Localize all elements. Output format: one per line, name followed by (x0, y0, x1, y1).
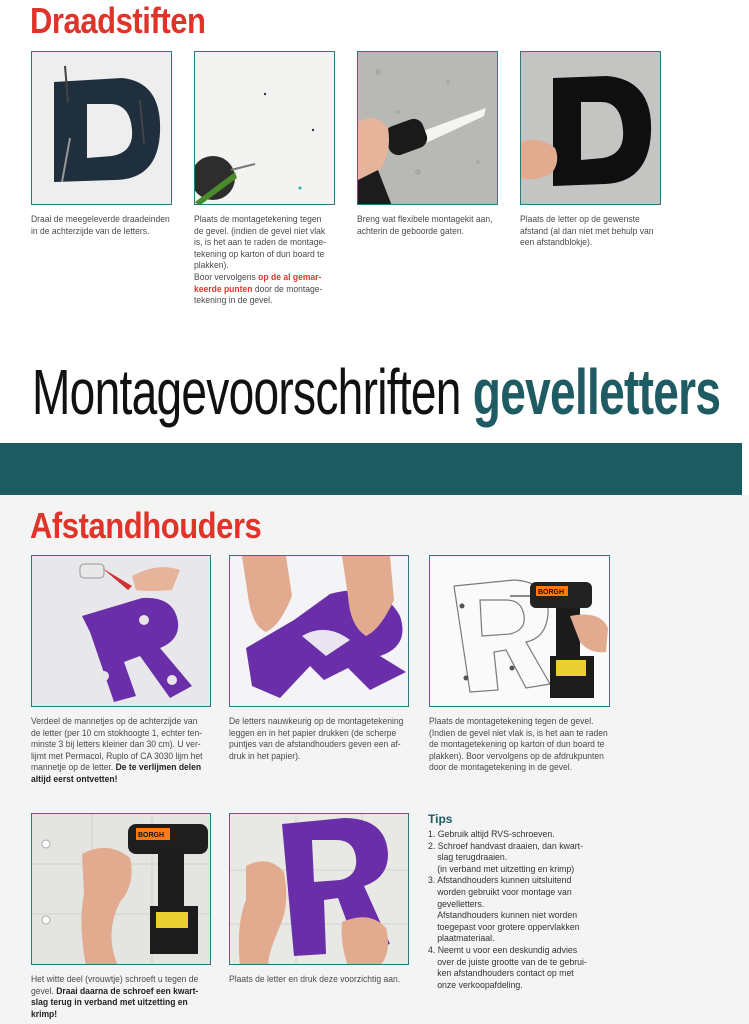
tip-item (428, 841, 626, 876)
caption-spacer-step-1 (31, 716, 203, 786)
photo-applying-kit (357, 51, 498, 205)
caption-step-1 (31, 214, 170, 237)
tips-title: Tips (428, 812, 453, 826)
caption-line: Het witte deel (vrouwtje) schroeft u tegen de (31, 974, 199, 985)
caption-line (31, 986, 198, 998)
photo-screwing-spacer (31, 813, 211, 965)
caption-highlight: keerde punten (194, 283, 253, 295)
caption-line: Draai de meegeleverde draadeinden (31, 214, 170, 225)
caption-line: lijmt met Permacol, Ruplo of CA 3030 lijm het (31, 750, 203, 762)
section-title-afstandhouders: Afstandhouders (30, 505, 262, 546)
caption-spacer-step-5 (229, 974, 400, 986)
tip-line: gevelletters. (437, 898, 485, 910)
tip-line: plaatmateriaal. (437, 933, 495, 945)
caption-line: de gevel. (indien de gevel niet vlak (194, 225, 326, 237)
caption-spacer-step-3 (429, 716, 608, 774)
photo-placing-letter-d (520, 51, 661, 205)
caption-line: puntjes van de afstandhouders geven een af- (229, 739, 401, 751)
teal-divider-band (0, 443, 742, 495)
tip-line: (in verband met uitzetting en krimp) (437, 863, 575, 875)
section-title-draadstiften: Draadstiften (30, 0, 206, 41)
caption-line (31, 1009, 198, 1021)
caption-line: De letters nauwkeurig op de montagetekening (229, 716, 404, 727)
caption-line (31, 762, 203, 774)
caption-line (31, 774, 203, 786)
photo-drill-wall (194, 51, 335, 205)
photo-glue-spacers (31, 555, 211, 707)
caption-line: Plaats de letter op de gewenste (520, 214, 640, 225)
caption-line: tekening op karton of dun board te (194, 248, 325, 260)
tip-line: over de juiste grootte van de te gebrui- (437, 956, 587, 968)
caption-line: Breng wat flexibele montagekit aan, (357, 214, 493, 225)
tip-line: 1. Gebruik altijd RVS-schroeven. (428, 829, 555, 840)
tip-line: Afstandhouders kunnen niet worden (437, 910, 578, 922)
photo-drilling-template (429, 555, 610, 707)
caption-line: Plaats de montagetekening tegen (194, 214, 322, 225)
tip-item (428, 875, 626, 945)
caption-line: plakken). Boor vervolgens op de afdrukpunten (429, 750, 604, 762)
tip-line: 3. Afstandhouders kunnen uitsluitend (428, 875, 572, 887)
caption-text: mannetje op de letter. (31, 762, 114, 774)
tip-item (428, 945, 626, 991)
tip-line: 4. Neemt u voor een deskundig advies (428, 944, 578, 956)
caption-text: Boor vervolgens (194, 271, 259, 283)
caption-bold: altijd eerst ontvetten! (31, 773, 118, 785)
caption-line: leggen en in het papier drukken (de scherpe (229, 727, 397, 739)
caption-line: druk in het papier). (229, 750, 301, 762)
headline-part-1: Montagevoorschriften (32, 356, 461, 428)
caption-line: de montagetekening op karton of dun board te (429, 739, 605, 751)
caption-line: achterin de geboorde gaten. (357, 225, 464, 237)
photo-letter-back-pins (31, 51, 172, 205)
caption-line: afstand (al dan niet met behulp van (520, 225, 654, 237)
caption-line-highlight (194, 284, 326, 296)
tip-line: ken afstandhouders contact op met (437, 968, 574, 980)
caption-line: Verdeel de mannetjes op de achterzijde van (31, 716, 198, 727)
caption-line: (Indien de gevel niet vlak is, is het aan te raden (429, 727, 608, 739)
caption-line: in de achterzijde van de letters. (31, 225, 150, 237)
caption-line: plakken). (194, 260, 229, 272)
photo-placing-letter-r (229, 813, 409, 965)
caption-step-4 (520, 214, 654, 249)
tip-line: worden gebruikt voor montage van (437, 886, 572, 898)
caption-line: de letter (per 10 cm stokhoogte 1, echter ten- (31, 727, 203, 739)
caption-line: Plaats de letter en druk deze voorzichtig aan. (229, 974, 401, 985)
tip-line: slag terugdraaien. (437, 852, 508, 864)
caption-text: door de montage- (252, 283, 323, 295)
headline-part-2: gevelletters (472, 356, 721, 428)
drill-brand-label: BORGH (138, 832, 165, 839)
tip-item (428, 829, 626, 841)
tips-box (428, 812, 628, 991)
caption-line-highlight (194, 272, 326, 284)
caption-spacer-step-4 (31, 974, 198, 1020)
tip-line: toegepast voor grotere oppervlakken (437, 921, 580, 933)
tip-line: onze verkoopafdeling. (437, 979, 523, 991)
tips-list (428, 829, 626, 991)
caption-bold: Draai daarna de schroef een kwart- (56, 985, 199, 997)
caption-line: is, is het aan te raden de montage- (194, 237, 327, 249)
caption-line (31, 997, 198, 1009)
caption-bold: krimp! (31, 1008, 58, 1020)
caption-line: Plaats de montagetekening tegen de gevel. (429, 716, 594, 727)
caption-line: een afstandblokje). (520, 237, 593, 249)
caption-spacer-step-2 (229, 716, 403, 762)
caption-text: gevel. (31, 985, 54, 997)
caption-line: door de montagetekening in de gevel. (429, 762, 573, 774)
tip-line: 2. Schroef handvast draaien, dan kwart- (428, 840, 583, 852)
drill-brand-label: BORGH (538, 589, 565, 596)
caption-step-2 (194, 214, 326, 307)
photo-pressing-letter (229, 555, 409, 707)
caption-bold: De te verlijmen delen (115, 762, 202, 774)
caption-step-3 (357, 214, 492, 237)
caption-highlight: op de al gemar- (258, 271, 322, 283)
caption-bold: slag terug in verband met uitzetting en (31, 997, 188, 1009)
caption-line: tekening in de gevel. (194, 295, 273, 307)
page-headline (32, 356, 720, 428)
caption-line: minste 3 bij letters kleiner dan 30 cm). U ver- (31, 739, 201, 751)
